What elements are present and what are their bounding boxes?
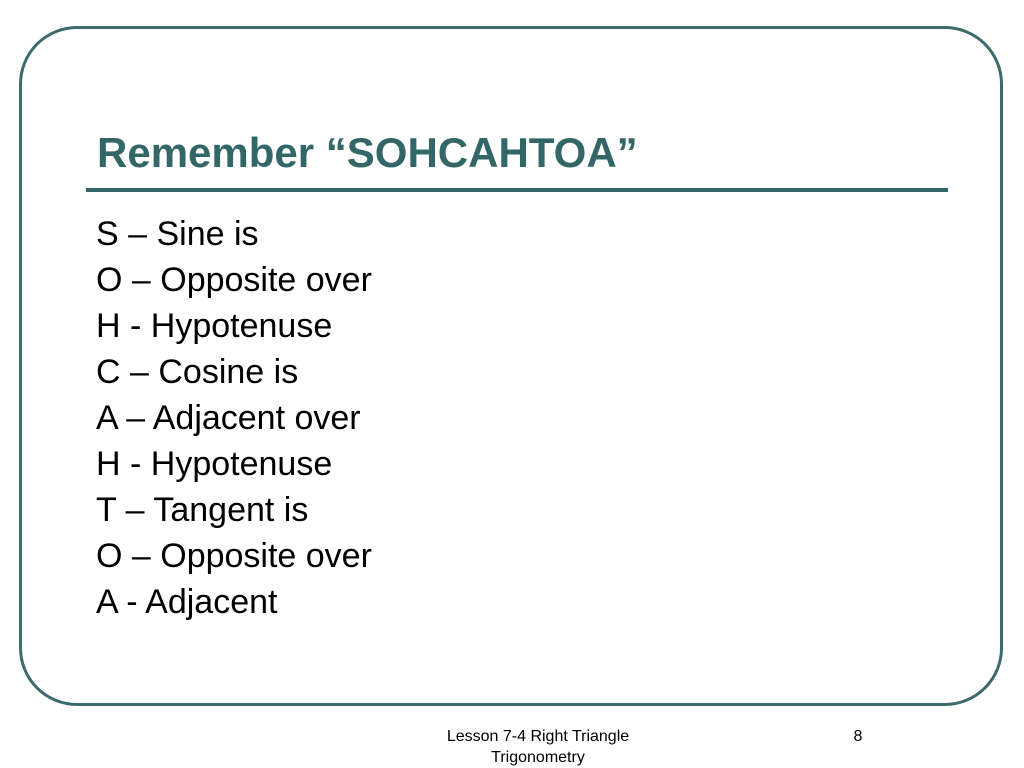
list-item: T – Tangent is <box>96 491 309 529</box>
list-item: H - Hypotenuse <box>96 445 333 483</box>
list-item: S – Sine is <box>96 215 259 253</box>
list-item: O – Opposite over <box>96 261 372 299</box>
footer-line-1: Lesson 7-4 Right Triangle <box>446 728 630 745</box>
list-item: A – Adjacent over <box>96 399 361 437</box>
footer-line-2: Trigonometry <box>491 749 585 766</box>
list-item: H - Hypotenuse <box>96 307 333 345</box>
title-underline <box>86 188 948 192</box>
list-item: O – Opposite over <box>96 537 372 575</box>
slide-number: 8 <box>853 728 863 745</box>
list-item: A - Adjacent <box>96 583 278 621</box>
footer-lesson-title <box>418 726 658 768</box>
mnemonic-list <box>96 211 372 625</box>
list-item: C – Cosine is <box>96 353 299 391</box>
slide-title: Remember “SOHCAHTOA” <box>97 129 638 176</box>
